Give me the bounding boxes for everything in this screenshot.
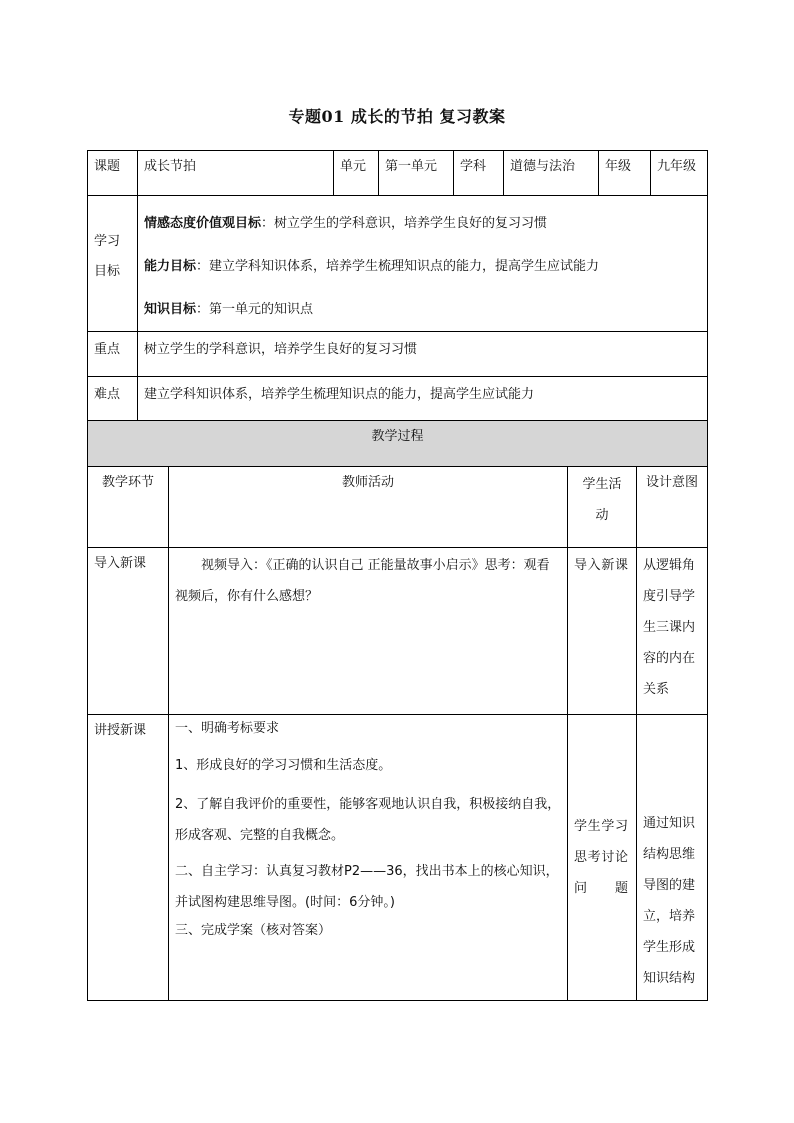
process-header-row: [88, 421, 708, 467]
intro-teacher: [169, 548, 568, 715]
goal-knowledge-head: 知识目标: [144, 302, 197, 317]
goal-knowledge: [144, 288, 701, 331]
col-student: 学生活动: [568, 467, 637, 548]
teaching-student: 学生学习思考讨论问题: [568, 715, 637, 1001]
course-label: 课题: [88, 151, 138, 196]
goal-ability: [144, 245, 701, 288]
intro-intent: 从逻辑角度引导学生三课内容的内在关系: [637, 548, 708, 715]
goal-affective-head: 情感态度价值观目标: [144, 216, 262, 231]
process-row-teaching: [88, 715, 708, 1001]
teaching-item-3: 2、了解自我评价的重要性，能够客观地认识自我，积极接纳自我，形成客观、完整的自我概念。: [175, 796, 561, 844]
unit-label: 单元: [334, 151, 379, 196]
difficulty-row: [88, 377, 708, 423]
info-table: [87, 150, 708, 423]
key-point-row: [88, 332, 708, 377]
teaching-item-5: 三、完成学案（核对答案）: [175, 922, 332, 938]
goals-label: [88, 196, 138, 332]
teaching-stage: 讲授新课: [88, 715, 169, 1001]
document-title: 专题01 成长的节拍 复习教案: [288, 107, 506, 126]
grade-label: 年级: [599, 151, 651, 196]
process-row-intro: [88, 548, 708, 715]
teaching-item-4: 二、自主学习：认真复习教材P2——36，找出书本上的核心知识，并试图构建思维导图。(时间：6分钟。): [175, 863, 559, 911]
difficulty-text: 建立学科知识体系，培养学生梳理知识点的能力，提高学生应试能力: [138, 377, 708, 423]
goal-ability-text: ：建立学科知识体系，培养学生梳理知识点的能力，提高学生应试能力: [196, 259, 600, 274]
subject-value: 道德与法治: [504, 151, 599, 196]
key-point-label: 重点: [88, 332, 138, 377]
goals-label-line1: 学习: [94, 234, 121, 249]
difficulty-label: 难点: [88, 377, 138, 423]
goal-ability-head: 能力目标: [144, 259, 197, 274]
teaching-item-1: 一、明确考标要求: [175, 721, 280, 736]
course-value: 成长节拍: [138, 151, 334, 196]
intro-stage: 导入新课: [88, 548, 169, 715]
col-stage: 教学环节: [88, 467, 169, 548]
goals-row: [88, 196, 708, 332]
info-row: [88, 151, 708, 196]
goals-label-line2: 目标: [94, 264, 121, 279]
unit-value: 第一单元: [379, 151, 454, 196]
process-header: 教学过程: [88, 421, 708, 467]
process-table: [87, 420, 708, 1001]
teaching-item-2: 1、形成良好的学习习惯和生活态度。: [175, 757, 392, 773]
teaching-teacher: [169, 715, 568, 1001]
grade-value: 九年级: [651, 151, 708, 196]
goal-knowledge-text: ：第一单元的知识点: [196, 302, 314, 317]
teaching-intent: 通过知识结构思维导图的建立，培养学生形成知识结构: [637, 715, 708, 1001]
subject-label: 学科: [454, 151, 504, 196]
col-teacher: 教师活动: [169, 467, 568, 548]
process-columns-row: [88, 467, 708, 548]
key-point-text: 树立学生的学科意识，培养学生良好的复习习惯: [138, 332, 708, 377]
col-intent: 设计意图: [637, 467, 708, 548]
goal-affective-text: ：树立学生的学科意识，培养学生良好的复习习惯: [261, 216, 548, 231]
intro-teacher-text: 视频导入：《正确的认识自己 正能量故事小启示》思考：观看视频后，你有什么感想？: [175, 558, 550, 604]
goal-affective: [144, 202, 701, 245]
intro-student: 导入新课: [568, 548, 637, 715]
goals-content: [138, 196, 708, 332]
